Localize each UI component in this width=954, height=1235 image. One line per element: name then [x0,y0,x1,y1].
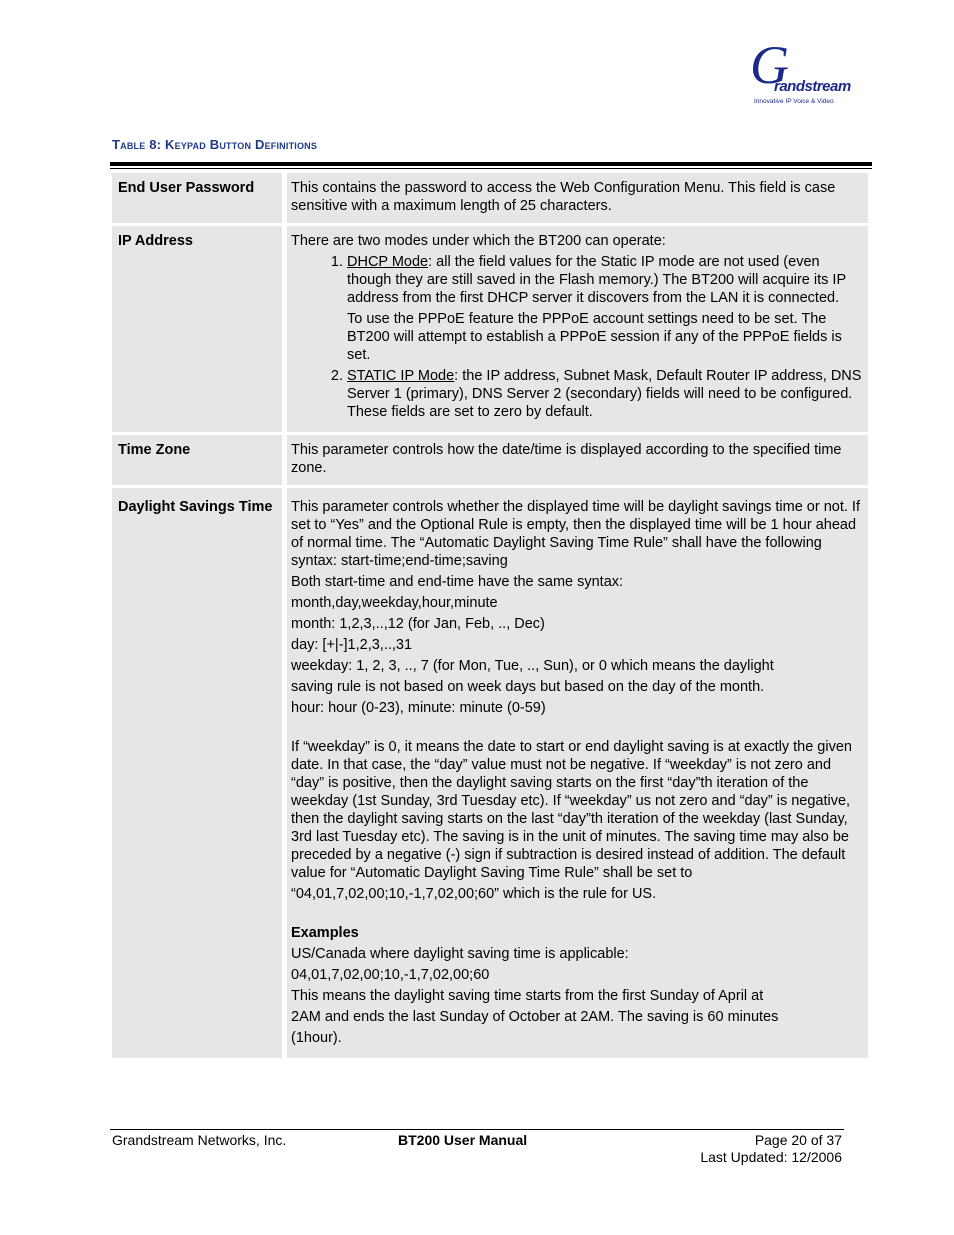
footer-company: Grandstream Networks, Inc. [112,1132,287,1148]
term-cell: Daylight Savings Time [112,488,287,1058]
static-mode-text: : the IP address, Subnet Mask, Default Router IP address, DNS Server 1 (primary), DNS Server 2 (secondary) fields will need to be configured. These fields are set to zero by default. [347,368,862,420]
ip-modes-list [291,253,864,421]
example-line: (1hour). [291,1030,342,1046]
dst-line: day: [+|-]1,2,3,..,31 [291,637,413,653]
example-line: 04,01,7,02,00;10,-1,7,02,00;60 [291,967,490,983]
dst-line: saving rule is not based on week days but based on the day of the month. [291,679,765,695]
term-cell: End User Password [112,173,287,223]
footer-rule [110,1129,844,1130]
footer-last-updated: Last Updated: 12/2006 [700,1149,842,1165]
dst-paragraph: This parameter controls whether the displayed time will be daylight savings time or not. If set to “Yes” and the Optional Rule is empty, then the displayed time will be 1 hour ahead of normal time. The “Automatic Daylight Saving Time Rule” shall have the following syntax: start-time;end-time;saving [291,499,860,569]
dst-paragraph: If “weekday” is 0, it means the date to start or end daylight saving is at exactly the given date. In that case, the “day” value must not be negative. If “weekday” is not zero and “day” is positive, then the daylight saving starts on the first “day”th iteration of the weekday (1st Sunday, 3rd Tuesday etc). If “weekday” us not zero and “day” is negative, then the daylight saving starts on the last “day”th iteration of the weekday (last Sunday, 3rd last Tuesday etc). The saving is in the unit of minutes. The saving time may also be preceded by a negative (-) sign if subtraction is desired instead of addition. The default value for “Automatic Daylight Saving Time Rule” shall be set to [291,739,852,881]
logo-word: randstream [774,78,851,95]
dhcp-mode-label: DHCP Mode [347,254,429,270]
table-row [112,435,868,485]
examples-heading: Examples [291,925,359,941]
table-caption: Table 8: Keypad Button Definitions [112,137,318,152]
ip-intro: There are two modes under which the BT200 can operate: [291,233,666,249]
dst-line: month,day,weekday,hour,minute [291,595,498,611]
example-line: This means the daylight saving time starts from the first Sunday of April at [291,988,764,1004]
description-cell [287,488,868,1058]
footer-page-number: Page 20 of 37 [754,1132,842,1148]
example-line: US/Canada where daylight saving time is applicable: [291,946,629,962]
description-cell [287,226,868,432]
static-mode-label: STATIC IP Mode [347,368,455,384]
logo-tagline: Innovative IP Voice & Video [754,98,834,105]
footer-page-info [700,1132,842,1166]
logo-letter: G [750,35,789,95]
grandstream-logo [748,35,851,108]
term-cell: IP Address [112,226,287,432]
dst-line: month: 1,2,3,..,12 (for Jan, Feb, .., Dec) [291,616,545,632]
example-line: 2AM and ends the last Sunday of October at 2AM. The saving is 60 minutes [291,1009,779,1025]
dst-line: “04,01,7,02,00;10,-1,7,02,00;60” which is the rule for US. [291,886,657,902]
pppoe-note: To use the PPPoE feature the PPPoE account settings need to be set. The BT200 will attempt to establish a PPPoE session if any of the PPPoE fields is set. [347,311,842,363]
list-item [347,367,864,421]
footer-manual-title: BT200 User Manual [398,1132,528,1148]
dst-line: weekday: 1, 2, 3, .., 7 (for Mon, Tue, .., Sun), or 0 which means the daylight [291,658,774,674]
header-rule [110,162,872,166]
dst-line: Both start-time and end-time have the same syntax: [291,574,624,590]
term-cell: Time Zone [112,435,287,485]
list-item [347,253,864,364]
header-rule-thin [110,168,872,169]
table-row [112,226,868,432]
description-cell: This contains the password to access the Web Configuration Menu. This field is case sensitive with a maximum length of 25 characters. [287,173,868,223]
dst-line: hour: hour (0-23), minute: minute (0-59) [291,700,546,716]
table-row [112,173,868,223]
definitions-table [112,170,868,1061]
description-cell: This parameter controls how the date/time is displayed according to the specified time zone. [287,435,868,485]
table-row [112,488,868,1058]
dhcp-mode-text: : all the field values for the Static IP mode are not used (even though they are still saved in the Flash memory.) The BT200 will acquire its IP address from the first DHCP server it discovers from the LAN it is connected. [347,254,846,306]
